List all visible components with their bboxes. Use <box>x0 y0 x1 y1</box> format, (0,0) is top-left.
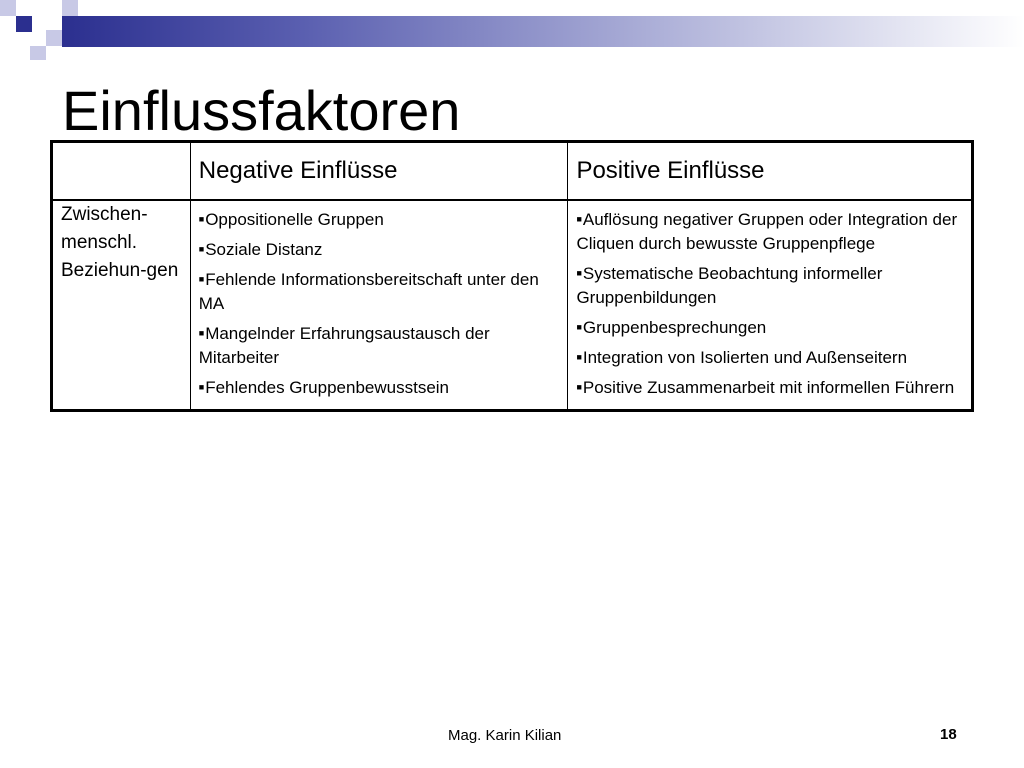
positive-cell <box>568 200 973 411</box>
list-item-text: Fehlendes Gruppenbewusstsein <box>205 378 450 397</box>
list-item-text: Oppositionelle Gruppen <box>205 210 384 229</box>
list-item <box>576 207 963 256</box>
page-number: 18 <box>940 726 957 743</box>
square-bullet-icon: ■ <box>198 214 205 224</box>
square-bullet-icon: ■ <box>198 328 205 338</box>
list-item <box>576 315 963 340</box>
square-bullet-icon: ■ <box>576 322 582 332</box>
list-item-text: Gruppenbesprechungen <box>582 318 767 337</box>
negative-cell <box>190 200 568 411</box>
square-bullet-icon: ■ <box>198 244 205 254</box>
list-item <box>199 207 560 232</box>
square-bullet-icon: ■ <box>576 382 582 392</box>
decor-square <box>16 32 30 46</box>
slide-title: Einflussfaktoren <box>62 79 461 142</box>
square-bullet-icon: ■ <box>576 352 582 362</box>
list-item-text: Systematische Beobachtung informeller Gruppenbildungen <box>576 264 883 307</box>
square-bullet-icon: ■ <box>198 274 205 284</box>
list-item <box>199 321 560 370</box>
square-bullet-icon: ■ <box>198 382 205 392</box>
list-item <box>199 267 560 316</box>
list-item-text: Integration von Isolierten und Außenseitern <box>582 348 908 367</box>
list-item-text: Fehlende Informationsbereitschaft unter den MA <box>198 270 539 313</box>
decor-square <box>16 16 32 32</box>
square-bullet-icon: ■ <box>576 214 582 224</box>
decor-square <box>0 0 16 16</box>
list-item <box>576 261 963 310</box>
header-gradient-bar <box>62 16 1024 47</box>
table-header-row <box>52 142 973 201</box>
list-item-text: Soziale Distanz <box>205 240 323 259</box>
list-item <box>199 375 560 400</box>
decor-square <box>30 46 46 60</box>
table-header-negative: Negative Einflüsse <box>190 142 568 201</box>
table-row <box>52 200 973 411</box>
row-label <box>52 200 191 411</box>
decor-square <box>62 0 78 16</box>
square-bullet-icon: ■ <box>576 268 582 278</box>
table-header-empty <box>52 142 191 201</box>
list-item <box>576 375 963 400</box>
list-item-text: Positive Zusammenarbeit mit informellen Führern <box>582 378 955 397</box>
list-item-text: Mangelnder Erfahrungsaustausch der Mitarbeiter <box>198 324 490 367</box>
negative-list <box>199 201 560 409</box>
influence-table <box>50 140 974 412</box>
row-label-text: Zwischen-menschl. Beziehun-gen <box>61 204 179 281</box>
list-item-text: Auflösung negativer Gruppen oder Integration der Cliquen durch bewusste Gruppenpflege <box>576 210 958 253</box>
footer-author: Mag. Karin Kilian <box>448 727 562 744</box>
decor-square <box>46 30 62 46</box>
list-item <box>576 345 963 370</box>
header-decoration <box>0 0 1024 60</box>
table-header-positive: Positive Einflüsse <box>568 142 973 201</box>
positive-list <box>576 201 963 409</box>
decor-square <box>32 0 48 16</box>
list-item <box>199 237 560 262</box>
